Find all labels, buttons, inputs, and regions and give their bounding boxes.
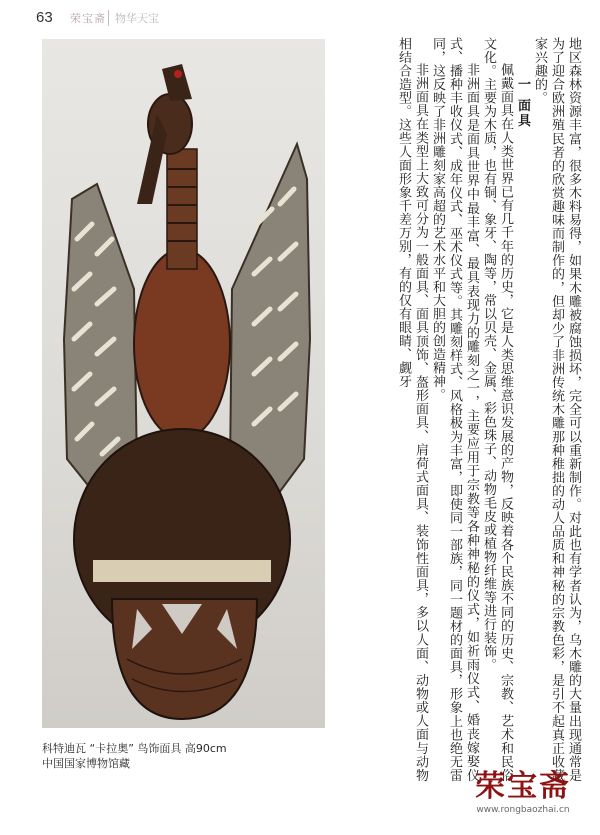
header-brand: 荣宝斋 [70,12,106,25]
paragraph-4: 非洲面具在类型上大致可分为一般面具、面具顶饰、盔形面具、肩荷式面具、装饰性面具，多以人面、动物或人面与动物相结合造型。这些人面形象千差万别，有的仅有眼睛、觑牙 [396,37,428,782]
page-number: 63 [36,9,53,26]
paragraph-2: 佩戴面具在人类世界已有几千年的历史，它是人类思维意识发展的产物，反映着各个民族不同的历史、宗教、艺术和民俗文化。主要为木质，也有铜、象牙、陶等，常以贝壳、金属、彩色珠子、动物毛皮或植物纤维等进行装饰。 [481,37,513,782]
mask-photo [42,39,325,728]
page-header [0,0,600,36]
header-section: 物华天宝 [115,12,159,25]
watermark [468,769,578,815]
paragraph-1: 地区森林资源丰富，很多木料易得，如果木雕被腐蚀损坏，完全可以重新制作。对此也有学者认为，乌木雕的大量出现通常是为了迎合欧洲殖民者的欣赏趣味而制作的，但却少了非洲传统木雕那种稚拙的动人品质和神秘的宗教色彩，是引不起真正收藏家兴趣的。 [532,37,581,782]
paragraph-3: 非洲面具是面具世界中最丰富、最具表现力的雕刻之一，主要应用于宗教等各种神秘的仪式，如祈雨仪式、婚丧嫁娶仪式、播种丰收仪式、成年仪式、巫术仪式等。其雕刻样式、风格极为丰富，即使同一部族，同一题材的面具，形象上也绝无雷同，这反映了非洲雕刻家高超的艺术水平和大胆的创造精神。 [430,37,479,782]
watermark-logo: 荣宝斋 [475,769,571,804]
section-heading: 一 面具 [515,77,530,129]
header-divider [108,10,109,26]
watermark-url: www.rongbaozhai.cn [476,805,570,815]
article-text [350,37,582,782]
caption-line-1: 科特迪瓦 “卡拉奥” 鸟饰面具 高90cm [42,742,227,755]
photo-caption [42,741,342,771]
bird-mask-illustration [42,39,325,728]
caption-line-2: 中国国家博物馆藏 [42,757,130,770]
